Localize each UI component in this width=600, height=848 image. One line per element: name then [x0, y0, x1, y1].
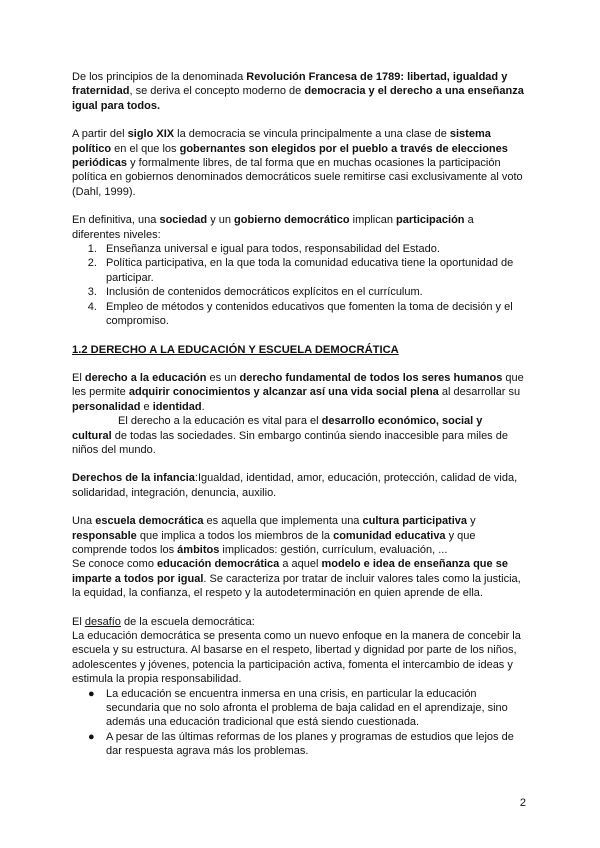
text: es un [206, 371, 240, 384]
bold-text: escuela democrática [95, 515, 204, 528]
bold-text: ámbitos [177, 543, 220, 556]
paragraph-derecho-educacion [72, 371, 524, 414]
bold-text: gobierno democrático [234, 214, 350, 227]
text: . Se caracteriza por tratar de incluir valores tales como la justicia, la equidad, la confianza, el respeto y la autodeterminación en quien aprende de ella. [72, 572, 521, 600]
text: en el que los [111, 142, 180, 155]
bold-text: modelo e idea de enseñanza que se imparte a todos por igual [72, 558, 508, 585]
list-item: 2. Política participativa, en la que toda la comunidad educativa tiene la oportunidad de participar. [100, 256, 524, 285]
list-item: 4. Empleo de métodos y contenidos educativos que fomenten la toma de decisión y el compromiso. [100, 300, 524, 329]
bold-text: personalidad [72, 400, 141, 413]
text: y que comprende todos los [72, 529, 476, 556]
page-number: 2 [519, 797, 526, 809]
text: al desarrollar su [438, 386, 521, 399]
bold-text: siglo XIX [127, 128, 175, 141]
paragraph-en-definitiva [72, 213, 524, 242]
text: implicados: gestión, currículum, evaluación, ... [219, 543, 448, 556]
bold-text: sociedad [159, 214, 208, 227]
bold-text: cultura participativa [362, 515, 468, 528]
bold-text: adquirir conocimientos y alcanzar así una vida social plena [128, 386, 439, 399]
text: la democracia se vincula principalmente a una clase de [174, 128, 450, 141]
text: que implica a todos los miembros de la [136, 529, 334, 542]
text: En definitiva, una [72, 214, 160, 227]
bold-text: educación democrática [157, 558, 280, 571]
text: que les permite [72, 371, 524, 399]
list-item [88, 687, 524, 730]
bold-text: derecho fundamental de todos los seres humanos [239, 371, 503, 384]
text: de la escuela democrática: [120, 615, 255, 628]
bold-text: desarrollo económico, social y cultural [72, 415, 483, 442]
bold-text: democracia y el derecho a una enseñanza igual para todos. [72, 85, 524, 112]
bold-text: Derechos de la infancia [72, 472, 195, 485]
bold-text: sistema político [72, 128, 491, 155]
paragraph-desafio [72, 615, 524, 629]
list-item-text: A pesar de las últimas reformas de los planes y programas de estudios que lejos de dar respuesta agrava más los problemas. [106, 730, 514, 758]
text: y un [207, 214, 235, 227]
section-heading: 1.2 DERECHO A LA EDUCACIÓN Y ESCUELA DEMOCRÁTICA [72, 343, 399, 356]
bold-text: gobernantes son elegidos por el pueblo a través de elecciones periódicas [72, 142, 508, 170]
text: :Igualdad, identidad, amor, educación, protección, calidad de vida, solidaridad, integración, denuncia, auxilio. [72, 472, 518, 499]
paragraph-siglo-xix [72, 127, 524, 199]
text: El [72, 615, 85, 628]
list-item [88, 730, 524, 759]
underlined-text: desafío [84, 615, 121, 628]
text: Se conoce como [72, 558, 157, 571]
text: y formalmente libres, de tal forma que en muchas ocasiones la participación política en gobiernos denominados democráticos suele remitirse casi exclusivamente al voto (Dahl, 1999). [72, 157, 523, 198]
paragraph-derecho-vital [72, 414, 524, 457]
text: Una [72, 515, 96, 528]
text: es aquella que implementa una [203, 515, 363, 528]
text: A partir del [72, 128, 128, 141]
paragraph-revolucion [72, 70, 524, 113]
text: De los principios de la denominada [72, 71, 247, 83]
text: y [467, 515, 476, 528]
document-page [72, 70, 524, 759]
list-item: 3. Inclusión de contenidos democráticos explícitos en el currículum. [100, 285, 524, 299]
text: a aquel [279, 558, 322, 571]
bold-text: identidad [152, 400, 202, 413]
bold-text: responsable [72, 529, 137, 542]
text: de todas las sociedades. Sin embargo continúa siendo inaccesible para miles de niños del mundo. [72, 429, 508, 456]
bold-text: Revolución Francesa de 1789: libertad, igualdad y fraternidad [72, 71, 508, 98]
list-item: 1. Enseñanza universal e igual para todos, responsabilidad del Estado. [100, 242, 524, 256]
bold-text: participación [396, 214, 465, 227]
text: El derecho a la educación es vital para el [118, 415, 322, 428]
bold-text: comunidad educativa [333, 529, 446, 542]
text: . [201, 400, 205, 413]
text: El [72, 371, 85, 384]
bold-text: derecho a la educación [84, 371, 207, 384]
list-item-text: La educación se encuentra inmersa en una crisis, en particular la educación secundaria que no solo afronta el problema de baja calidad en el aprendizaje, sino además una educación tradicional que está siendo cuestionada. [106, 687, 508, 729]
bullet-icon: ● [88, 687, 95, 700]
paragraph-enfoque: La educación democrática se presenta como un nuevo enfoque en la manera de concebir la escuela y su estructura. Al basarse en el respeto, libertad y dignidad por parte de los niños, adolescentes y jóvenes, potencia la participación activa, fomenta el intercambio de ideas y estimula la propia responsabilidad. [72, 630, 521, 686]
text: implican [349, 214, 397, 227]
levels-list [72, 242, 524, 328]
bullet-icon: ● [88, 730, 95, 743]
paragraph-derechos-infancia [72, 471, 524, 500]
text: , se deriva el concepto moderno de [129, 85, 305, 98]
paragraph-educacion-democratica [72, 557, 524, 600]
challenges-list [72, 687, 524, 759]
text: a diferentes niveles: [72, 214, 474, 241]
paragraph-escuela-democratica [72, 514, 524, 557]
text: e [140, 400, 153, 413]
